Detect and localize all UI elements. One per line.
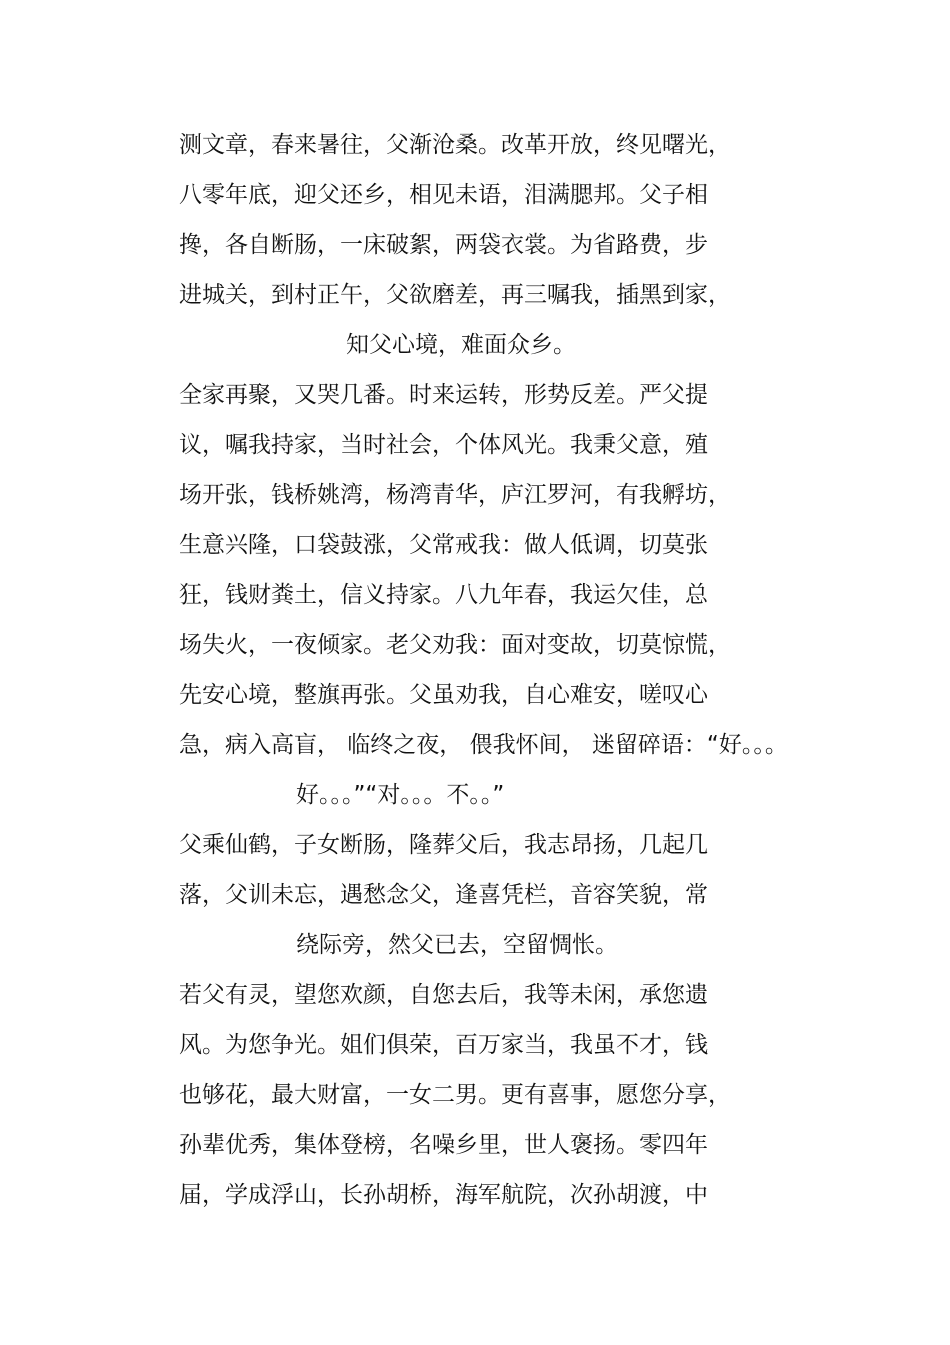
text-line-11-content: 场失火，一夜倾家。老父劝我：面对变故，切莫惊慌， xyxy=(179,632,731,658)
text-line-11 xyxy=(0,628,950,662)
text-line-10 xyxy=(0,578,950,612)
text-line-18-content: 若父有灵，望您欢颜，自您去后，我等未闲，承您遗 xyxy=(179,982,708,1008)
text-line-12-content: 先安心境，整旗再张。父虽劝我，自心难安，嗟叹心 xyxy=(179,682,708,708)
text-line-1-content: 测文章，春来暑往，父渐沧桑。改革开放，终见曙光， xyxy=(179,132,731,158)
text-line-20-content: 也够花，最大财富，一女二男。更有喜事，愿您分享， xyxy=(179,1082,731,1108)
text-line-22-content: 届，学成浮山，长孙胡桥，海军航院，次孙胡渡，中 xyxy=(179,1182,708,1208)
text-line-4 xyxy=(0,278,950,312)
text-line-22 xyxy=(0,1178,950,1212)
text-line-14 xyxy=(0,778,950,812)
text-line-9 xyxy=(0,528,950,562)
text-line-3-content: 搀，各自断肠，一床破絮，两袋衣裳。为省路费，步 xyxy=(179,232,708,258)
text-line-15-content: 父乘仙鹤，子女断肠，隆葬父后，我志昂扬，几起几 xyxy=(179,832,708,858)
text-line-6-content: 全家再聚，又哭几番。时来运转，形势反差。严父提 xyxy=(179,382,708,408)
text-line-17-content: 绕际旁，然父已去，空留惆怅。 xyxy=(296,932,618,958)
text-line-14-content: 好。。。”“对。。。不。。” xyxy=(296,782,505,808)
text-line-17 xyxy=(0,928,950,962)
text-line-9-content: 生意兴隆，口袋鼓涨，父常戒我：做人低调，切莫张 xyxy=(179,532,708,558)
text-line-4-content: 进城关，到村正午，父欲磨差，再三嘱我，插黑到家， xyxy=(179,282,731,308)
text-line-19 xyxy=(0,1028,950,1062)
text-line-21-content: 孙辈优秀，集体登榜，名噪乡里，世人褒扬。零四年 xyxy=(179,1132,708,1158)
text-line-6 xyxy=(0,378,950,412)
text-line-8 xyxy=(0,478,950,512)
text-line-19-content: 风。为您争光。姐们俱荣，百万家当，我虽不才，钱 xyxy=(179,1032,708,1058)
text-line-5 xyxy=(0,328,950,362)
text-line-1 xyxy=(0,128,950,162)
text-line-13 xyxy=(0,728,950,762)
text-line-13-content: 急，病入高盲， 临终之夜， 偎我怀间， 迷留碎语：“好。。。 xyxy=(179,732,788,758)
text-line-7-content: 议，嘱我持家，当时社会，个体风光。我秉父意，殖 xyxy=(179,432,708,458)
text-line-12 xyxy=(0,678,950,712)
text-line-5-content: 知父心境，难面众乡。 xyxy=(346,332,576,358)
text-line-2-content: 八零年底，迎父还乡，相见未语，泪满腮邦。父子相 xyxy=(179,182,708,208)
text-line-10-content: 狂，钱财粪土，信义持家。八九年春，我运欠佳，总 xyxy=(179,582,708,608)
text-line-15 xyxy=(0,828,950,862)
text-line-18 xyxy=(0,978,950,1012)
text-line-7 xyxy=(0,428,950,462)
text-line-2 xyxy=(0,178,950,212)
text-line-20 xyxy=(0,1078,950,1112)
text-line-16-content: 落，父训未忘，遇愁念父，逢喜凭栏，音容笑貌，常 xyxy=(179,882,708,908)
text-line-8-content: 场开张，钱桥姚湾，杨湾青华，庐江罗河，有我孵坊， xyxy=(179,482,731,508)
text-line-3 xyxy=(0,228,950,262)
text-line-21 xyxy=(0,1128,950,1162)
text-line-16 xyxy=(0,878,950,912)
